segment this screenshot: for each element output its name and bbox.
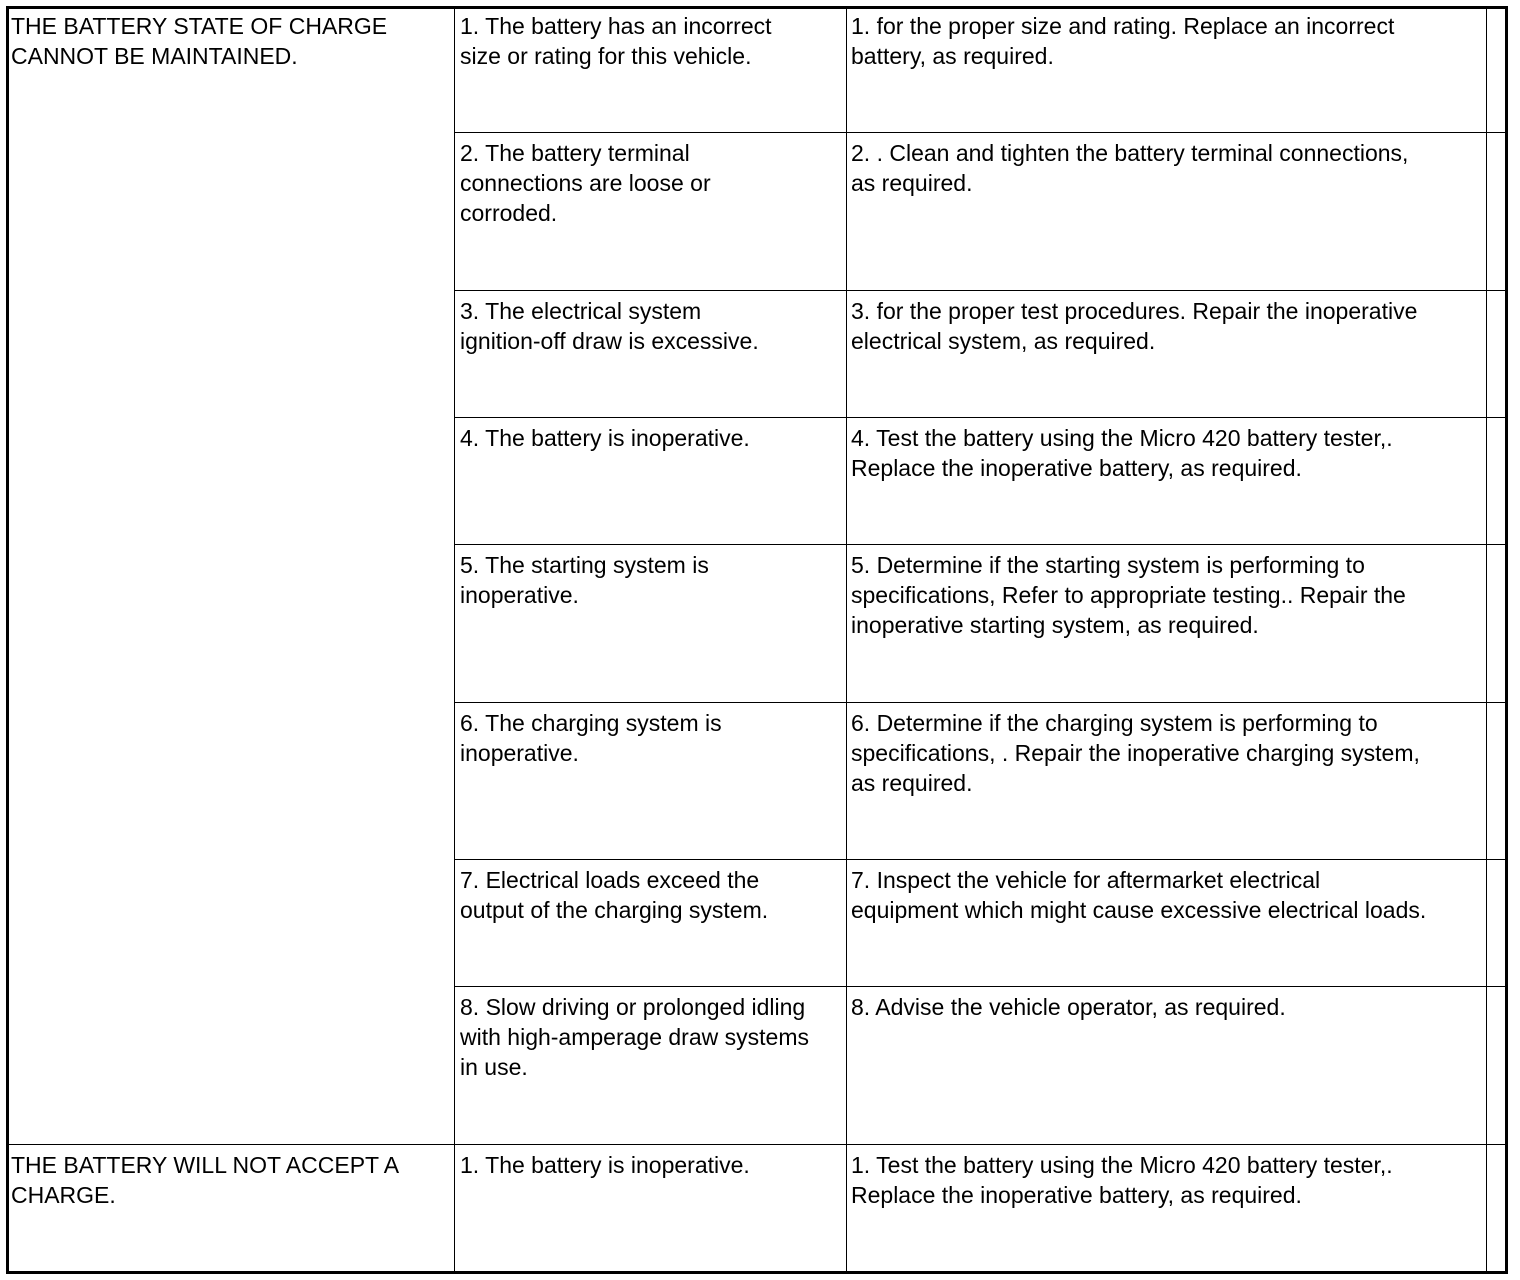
action-cell: 3. for the proper test procedures. Repair the inoperative electrical system, as required.	[851, 298, 1418, 354]
row-divider	[454, 859, 1505, 860]
action-cell: 4. Test the battery using the Micro 420 battery tester,. Replace the inoperative battery, as required.	[851, 425, 1393, 481]
row-divider	[454, 986, 1505, 987]
cause-cell: 8. Slow driving or prolonged idling with high-amperage draw systems in use.	[460, 994, 809, 1080]
row-divider	[454, 132, 1505, 133]
group-divider	[9, 1144, 1505, 1145]
cause-cell: 5. The starting system is inoperative.	[460, 552, 709, 608]
cause-cell: 1. The battery is inoperative.	[460, 1152, 750, 1178]
action-cell: 2. . Clean and tighten the battery terminal connections, as required.	[851, 140, 1409, 196]
column-divider	[846, 9, 847, 1271]
column-divider	[454, 9, 455, 1271]
row-divider	[454, 290, 1505, 291]
row-divider	[454, 702, 1505, 703]
action-cell: 5. Determine if the starting system is performing to specifications, Refer to appropriate testing.. Repair the inoperative starting system, as required.	[851, 552, 1406, 638]
action-cell: 1. Test the battery using the Micro 420 battery tester,. Replace the inoperative battery, as required.	[851, 1152, 1393, 1208]
cause-cell: 6. The charging system is inoperative.	[460, 710, 722, 766]
action-cell: 1. for the proper size and rating. Replace an incorrect battery, as required.	[851, 13, 1395, 69]
row-divider	[454, 417, 1505, 418]
row-divider	[454, 544, 1505, 545]
action-cell: 8. Advise the vehicle operator, as required.	[851, 994, 1286, 1020]
diagnosis-table	[6, 6, 1508, 1274]
column-divider	[1486, 9, 1487, 1271]
condition-cell: THE BATTERY STATE OF CHARGE CANNOT BE MAINTAINED.	[11, 13, 388, 69]
cause-cell: 2. The battery terminal connections are loose or corroded.	[460, 140, 711, 226]
cause-cell: 4. The battery is inoperative.	[460, 425, 750, 451]
action-cell: 7. Inspect the vehicle for aftermarket electrical equipment which might cause excessive electrical loads.	[851, 867, 1427, 923]
condition-cell: THE BATTERY WILL NOT ACCEPT A CHARGE.	[11, 1152, 400, 1208]
action-cell: 6. Determine if the charging system is performing to specifications, . Repair the inoperative charging system, as required.	[851, 710, 1420, 796]
cause-cell: 3. The electrical system ignition-off draw is excessive.	[460, 298, 759, 354]
cause-cell: 7. Electrical loads exceed the output of the charging system.	[460, 867, 769, 923]
cause-cell: 1. The battery has an incorrect size or rating for this vehicle.	[460, 13, 772, 69]
